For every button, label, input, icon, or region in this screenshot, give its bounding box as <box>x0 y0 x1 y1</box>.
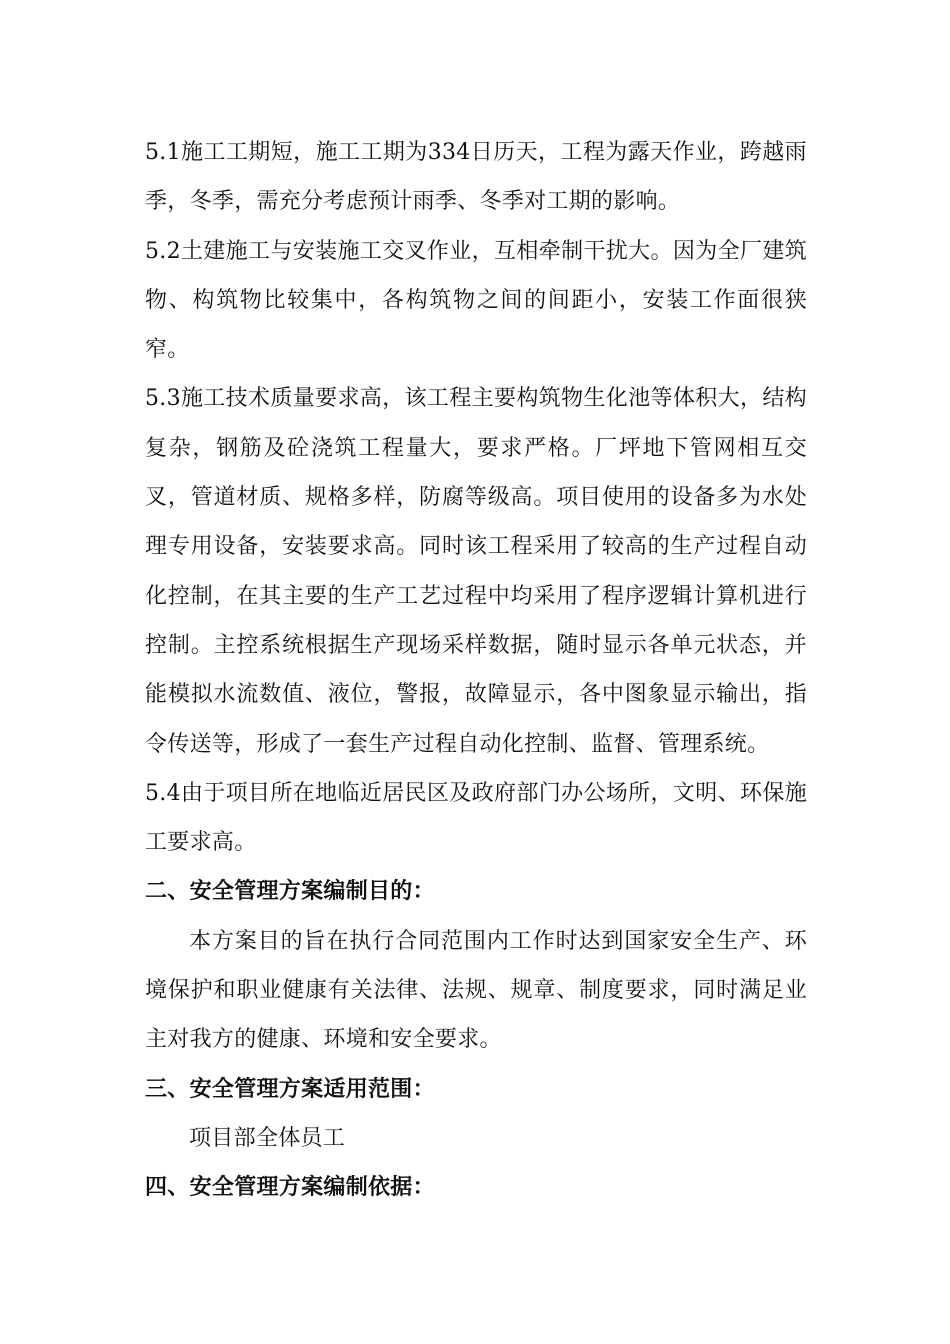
paragraph-5-1: 5.1施工工期短，施工工期为334日历天，工程为露天作业，跨越雨季，冬季，需充分考虑预计雨季、冬季对工期的影响。 <box>145 140 807 215</box>
document-body <box>145 128 807 1213</box>
section-3-body: 项目部全体员工 <box>189 1125 346 1151</box>
paragraph-5-4: 5.4由于项目所在地临近居民区及政府部门办公场所，文明、环保施工要求高。 <box>145 780 807 856</box>
paragraph-5-3: 5.3施工技术质量要求高，该工程主要构筑物生化池等体积大，结构复杂，钢筋及砼浇筑工程量大，要求严格。厂坪地下管网相互交叉，管道材质、规格多样，防腐等级高。项目使用的设备多为水处理专用设备，安装要求高。同时该工程采用了较高的生产过程自动化控制，在其主要的生产工艺过程中均采用了程序逻辑计算机进行控制。主控系统根据生产现场采样数据，随时显示各单元状态，并能模拟水流数值、液位，警报，故障显示，各中图象显示输出，指令传送等，形成了一套生产过程自动化控制、监督、管理系统。 <box>145 386 807 757</box>
section-2-heading: 二、安全管理方案编制目的： <box>145 878 435 905</box>
paragraph-5-2: 5.2土建施工与安装施工交叉作业，互相牵制干扰大。因为全厂建筑物、构筑物比较集中，各构筑物之间的间距小，安装工作面很狭窄。 <box>145 238 807 363</box>
section-4-heading: 四、安全管理方案编制依据： <box>145 1174 435 1201</box>
section-2-body: 本方案目的旨在执行合同范围内工作时达到国家安全生产、环境保护和职业健康有关法律、法规、规章、制度要求，同时满足业主对我方的健康、环境和安全要求。 <box>145 928 807 1053</box>
section-3-heading: 三、安全管理方案适用范围： <box>145 1075 435 1102</box>
